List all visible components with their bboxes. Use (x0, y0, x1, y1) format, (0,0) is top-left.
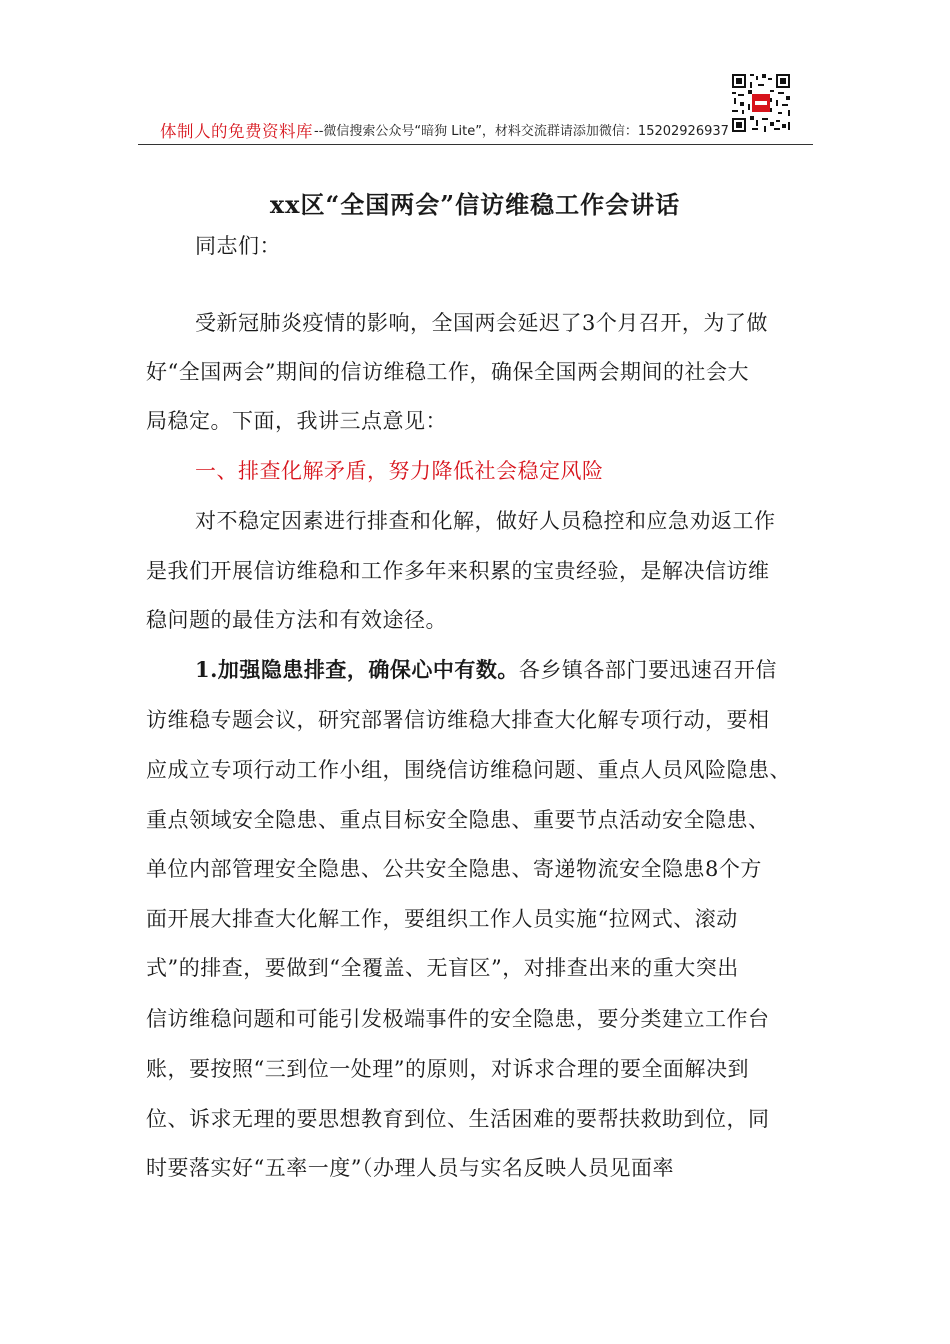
point1-line: 应成立专项行动工作小组，围绕信访维稳问题、重点人员风险隐患、 (146, 758, 791, 782)
point1-lead: 1.加强隐患排查，确保心中有数。 (195, 657, 519, 682)
point1-line: 信访维稳问题和可能引发极端事件的安全隐患，要分类建立工作台 (146, 1007, 770, 1031)
point1-first-rest: 各乡镇各部门要迅速召开信 (518, 658, 777, 682)
point1-line: 重点领域安全隐患、重点目标安全隐患、重要节点活动安全隐患、 (146, 808, 770, 832)
qr-code-icon (730, 72, 792, 134)
intro-line-3: 局稳定。下面，我讲三点意见： (146, 409, 447, 433)
section1-line-2: 是我们开展信访维稳和工作多年来积累的宝贵经验，是解决信访维 (146, 559, 770, 583)
point1-line: 式”的排查，要做到“全覆盖、无盲区”，对排查出来的重大突出 (146, 956, 739, 980)
point1-line: 访维稳专题会议，研究部署信访维稳大排查大化解专项行动，要相 (146, 708, 770, 732)
point1-line: 时要落实好“五率一度”（办理人员与实名反映人员见面率 (146, 1156, 674, 1180)
header-brand: 体制人的免费资料库 (160, 122, 313, 141)
point1-first-line (195, 654, 777, 684)
point1-line: 位、诉求无理的要思想教育到位、生活困难的要帮扶救助到位，同 (146, 1107, 770, 1131)
section1-line-1: 对不稳定因素进行排查和化解，做好人员稳控和应急劝返工作 (195, 509, 776, 533)
point1-line: 账，要按照“三到位一处理”的原则，对诉求合理的要全面解决到 (146, 1057, 749, 1081)
point1-line: 面开展大排查大化解工作，要组织工作人员实施“拉网式、滚动 (146, 907, 738, 931)
document-title: xx区“全国两会”信访维稳工作会讲话 (269, 190, 681, 219)
intro-line-1: 受新冠肺炎疫情的影响，全国两会延迟了3个月召开，为了做 (195, 311, 768, 335)
greeting: 同志们： (195, 234, 281, 258)
section1-line-3: 稳问题的最佳方法和有效途径。 (146, 608, 447, 632)
intro-line-2: 好“全国两会”期间的信访维稳工作，确保全国两会期间的社会大 (146, 360, 749, 384)
header-note: --微信搜索公众号“暗狗 Lite”，材料交流群请添加微信：15202926937 (314, 124, 729, 139)
page-header (138, 118, 813, 146)
section-heading-1: 一、排查化解矛盾，努力降低社会稳定风险 (195, 459, 604, 483)
header-divider (138, 144, 813, 145)
point1-line: 单位内部管理安全隐患、公共安全隐患、寄递物流安全隐患8个方 (146, 857, 762, 881)
